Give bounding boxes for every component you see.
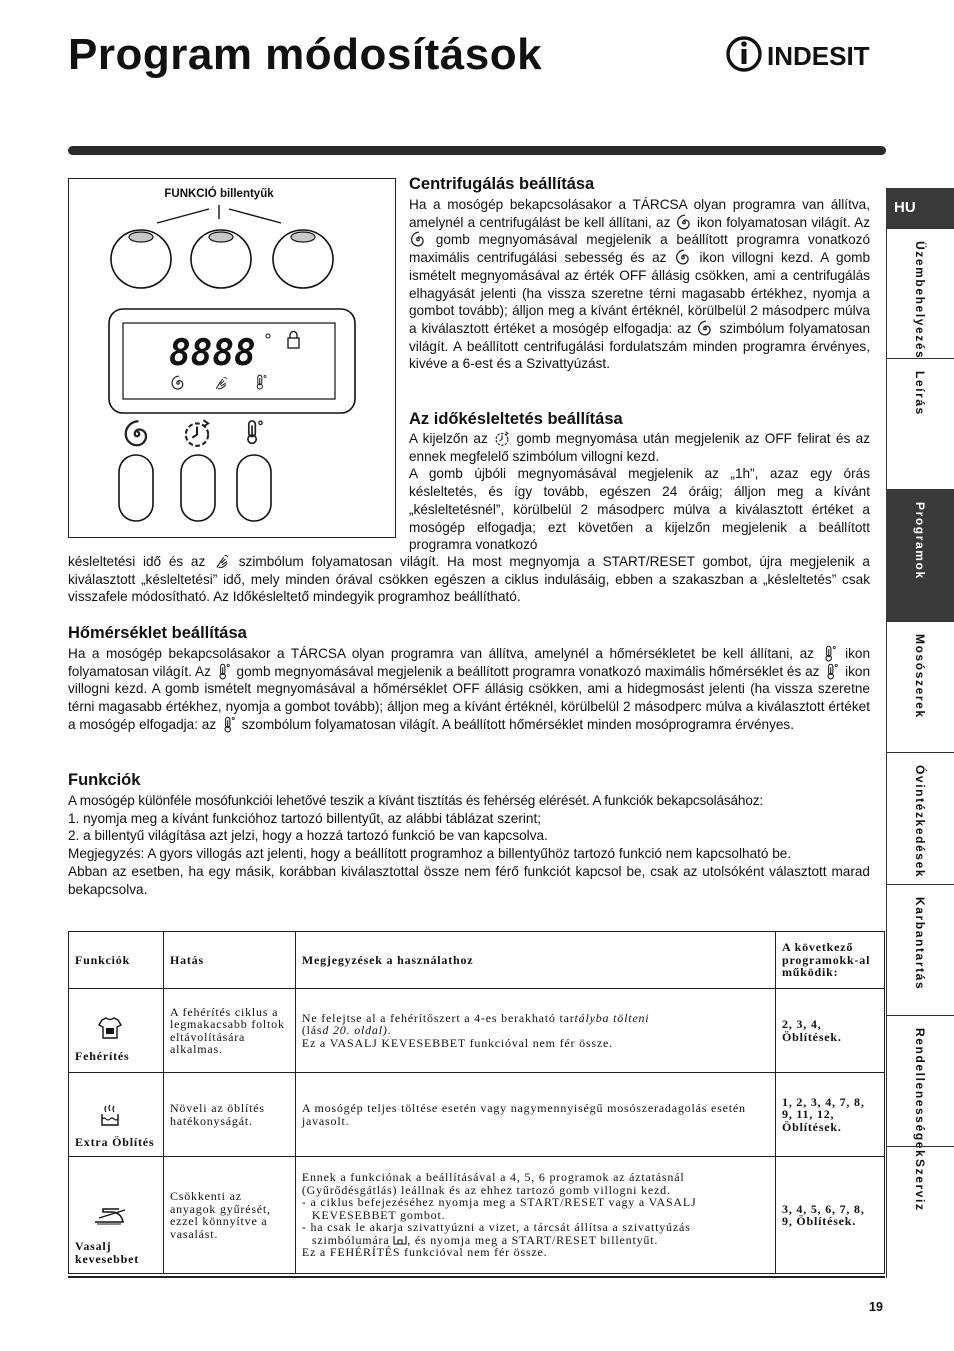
note-italic: tályba tölteni bbox=[574, 1010, 650, 1025]
temperature-button bbox=[237, 455, 271, 521]
function-note bbox=[295, 1157, 775, 1274]
thermometer-icon bbox=[821, 645, 839, 662]
function-note: A mosógép teljes töltése esetén vagy nagymennyiségű mosószeradagolás esetén javasolt. bbox=[295, 1073, 775, 1157]
note-text: - ha csak le akarja szivattyúzni a vizet, a tárcsát állítsa a szivattyúzás szimbólumára bbox=[301, 1220, 691, 1247]
table-header: A következő programokk-al működik: bbox=[776, 932, 885, 989]
note-italic: d 20. oldal) bbox=[322, 1023, 388, 1038]
note-text bbox=[302, 1221, 769, 1246]
page-number: 19 bbox=[869, 1300, 883, 1314]
side-tab-8[interactable] bbox=[886, 1146, 954, 1277]
spin-text-5: szimbólum folyamatosan világít. A beállított centrifugálási fordulatszám minden programra érvényes, kivéve a 6-est és a Szivattyúzást. bbox=[409, 320, 871, 372]
note-text: . bbox=[387, 1023, 392, 1038]
spin-text bbox=[409, 196, 870, 373]
delay-text-1: A kijelzőn az bbox=[409, 431, 488, 446]
bleach-icon bbox=[97, 1016, 123, 1040]
note-text: - a ciklus befejezéséhez nyomja meg a START/RESET vagy a VASALJ KEVESEBBET gombot. bbox=[301, 1195, 697, 1222]
side-tab-label: Üzembehelyezés bbox=[913, 241, 927, 360]
indesit-logo bbox=[726, 34, 888, 74]
note-text: Ne felejtse al a fehérítőszert a 4-es berakható tar bbox=[301, 1010, 575, 1025]
header-rule bbox=[68, 146, 886, 155]
function-name: Vasalj kevesebbet bbox=[75, 1239, 139, 1266]
table-header: Megjegyzések a használathoz bbox=[295, 932, 775, 989]
functions-p3: 2. a billentyű világítása azt jelzi, hogy a hozzá tartozó funkció be van kapcsolva. bbox=[68, 828, 548, 844]
function-effect: Növeli az öblítés hatékonyságát. bbox=[163, 1073, 295, 1157]
spin-text-2: ikon folyamatosan világít. Az bbox=[696, 214, 871, 230]
note-text: Ennek a funkciónak a beállításával a 4, 5, 6 programok az áztatásnál (Gyűrődésgátlás) leállnak és az ehhez tartozó gomb villogni kezd. bbox=[301, 1170, 685, 1197]
functions-p4: Megjegyzés: A gyors villogás azt jelenti, hogy a beállított programhoz a billentyűhöz tartozó funkció nem kapcsolható be. bbox=[68, 846, 792, 862]
delay-icon bbox=[186, 420, 208, 446]
delay-text-4: késleltetési idő és az bbox=[68, 554, 206, 569]
table-header: Hatás bbox=[163, 932, 295, 989]
function-effect: Csökkenti az anyagok gyűrését, ezzel könnyítve a vasalást. bbox=[163, 1157, 295, 1274]
side-tab-label: Rendellenességek bbox=[913, 1028, 927, 1159]
table-row bbox=[69, 1073, 885, 1157]
function-name: Extra Öblítés bbox=[75, 1134, 155, 1149]
spin-heading: Centrifugálás beállítása bbox=[409, 175, 595, 193]
function-programs: 1, 2, 3, 4, 7, 8, 9, 11, 12, Öblítések. bbox=[776, 1073, 885, 1157]
delay-heading: Az időkésleltetés beállítása bbox=[409, 410, 623, 428]
table-bottom-rule bbox=[68, 1276, 885, 1278]
side-tab-6[interactable] bbox=[886, 884, 954, 1015]
side-tab-label: Szerviz bbox=[913, 1159, 927, 1212]
temp-heading: Hőmérséklet beállítása bbox=[68, 624, 247, 642]
iron-icon bbox=[93, 1204, 127, 1228]
control-panel-drawing bbox=[69, 179, 397, 539]
functions-text bbox=[68, 792, 870, 898]
delay-text-bottom bbox=[68, 553, 870, 606]
note-text: Ez a VASALJ KEVESEBBET funkcióval nem fér össze. bbox=[301, 1035, 613, 1050]
page-title: Program módosítások bbox=[68, 30, 543, 79]
delay-icon bbox=[493, 430, 511, 447]
thermometer-icon bbox=[215, 663, 233, 680]
delay-text-5: szimbólum folyamatosan világít. Ha most megnyomja a START/RESET gombot, újra megjelenik a kiválasztott „késleltetési” idő, mely minden órával csökken egészen a ciklus indulásáig, ebben a szakaszban a „késleltetés” csak visszafele módosítható. Az Időkésleltető mindegyik programhoz beállítható. bbox=[68, 554, 870, 605]
side-tab-label: Programok bbox=[913, 502, 927, 580]
temp-text-3: gomb megnyomásával megjelenik a beállított programra vonatkozó maximális hőmérséklet és az bbox=[236, 663, 820, 679]
funkcio-label: FUNKCIÓ billentyűk bbox=[164, 188, 274, 200]
spin-icon bbox=[409, 231, 427, 248]
note-text: (lás bbox=[301, 1023, 323, 1038]
temp-text-5: szombólum folyamatosan világít. A beállított hőmérséklet minden mosóprogramra érvényes. bbox=[241, 716, 795, 732]
function-programs: 2, 3, 4, Öblítések. bbox=[776, 989, 885, 1073]
delay-text-3: A gomb újbóli megnyomásával megjelenik az „1h”, azaz egy órás késleltetés, és így tovább, egészen 24 óráig; álljon meg a kívánt „késleltetésnél”, körülbelül 2 másodperc múlva a kiválasztott értéket a mosógép elfogadja; ezt követően a kijelzőn megjelenik a beállított programra vonatkozó bbox=[409, 466, 870, 553]
delay-text-top bbox=[409, 430, 870, 554]
table-header-row bbox=[69, 932, 885, 989]
functions-p5: Abban az esetben, ha egy másik, korábban kiválasztottal össze nem férő funkciót kapcsol be, csak az utolsóként választott marad bekapcsolva. bbox=[68, 863, 870, 897]
side-tab-label: Mosószerek bbox=[913, 634, 927, 719]
spin-icon bbox=[696, 320, 714, 337]
spin-text-1: Ha a mosógép bekapcsolásakor a TÁRCSA olyan programra van állítva, amelynél a centrifugálást be kell állítani, az bbox=[409, 197, 870, 230]
thermometer-icon bbox=[220, 716, 238, 733]
display-digits: 8888 bbox=[169, 333, 256, 374]
side-tab-label: Óvintézkedések bbox=[913, 765, 927, 879]
function-programs: 3, 4, 5, 6, 7, 8, 9, Öblítések. bbox=[776, 1157, 885, 1274]
functions-p2: 1. nyomja meg a kívánt funkcióhoz tartozó billentyűt, az alábbi táblázat szerint; bbox=[68, 810, 542, 826]
language-tab bbox=[886, 188, 954, 228]
temp-text-1: Ha a mosógép bekapcsolásakor a TÁRCSA olyan programra van állítva, amelynél a hőmérsékletet be kell állítani, az bbox=[68, 646, 814, 661]
table-header: Funkciók bbox=[69, 932, 164, 989]
side-tab-5[interactable] bbox=[886, 752, 954, 884]
spin-icon bbox=[675, 214, 693, 231]
function-name: Fehérítés bbox=[75, 1048, 130, 1063]
spin-button bbox=[119, 455, 153, 521]
delay-button bbox=[181, 455, 215, 521]
spin-text-3: gomb megnyomásával megjelenik a beállított programra vonatkozó maximális centrifugálási sebesség és az bbox=[409, 232, 871, 266]
side-tab-3[interactable] bbox=[886, 489, 954, 621]
thermometer-icon bbox=[823, 663, 841, 680]
drain-icon bbox=[393, 1234, 407, 1246]
delay-text-2: gomb megnyomása után megjelenik az OFF felirat és az ennek megfelelő szimbólum villogni kezd. bbox=[409, 431, 870, 464]
table-row bbox=[69, 989, 885, 1073]
table-row bbox=[69, 1157, 885, 1274]
side-tab-1[interactable] bbox=[886, 228, 954, 358]
brand-text: INDESIT bbox=[767, 41, 870, 71]
temperature-icon bbox=[248, 421, 262, 443]
delay-hand-icon bbox=[213, 553, 231, 570]
temp-text-4: ikon villogni kezd. A gomb ismételt megnyomásával a hőmérséklet OFF állásig csökken, ami a hidegmosást jelenti (ha vissza szeretne térni magasabb értékhez, nyomja a gombot tovább); álljon meg a kívánt értéknél, körülbelül 2 másodperc múlva a kiválasztott értéket a mosógép elfogadja: az bbox=[68, 663, 871, 732]
spin-text-4: ikon villogni kezd. A gomb ismételt megnyomásával az érték OFF állásig csökken, ami a centrifugálás elhagyását jelenti (ha vissza szeretne térni magasabb értékhez, nyomja a gombot tovább); álljon meg a kívánt értéknél, körülbelül 2 másodperc múlva a kiválasztott értéket a mosógép elfogadja: az bbox=[409, 250, 871, 336]
function-button-2 bbox=[191, 230, 251, 288]
side-tab-7[interactable] bbox=[886, 1015, 954, 1159]
function-note bbox=[295, 989, 775, 1073]
spin-icon bbox=[126, 421, 146, 445]
side-tab-label: Karbantartás bbox=[913, 897, 927, 991]
side-tab-4[interactable] bbox=[886, 621, 954, 752]
function-effect: A fehérítés ciklus a legmakacsabb foltok eltávolítására alkalmas. bbox=[163, 989, 295, 1073]
functions-p1: A mosógép különféle mosófunkciói lehetővé teszik a kívánt tisztítás és fehérség elérését. A funkciók bekapcsolásához: bbox=[68, 793, 764, 808]
note-text: Ez a FEHÉRÍTÉS funkcióval nem fér össze. bbox=[301, 1245, 548, 1260]
control-panel-illustration bbox=[68, 178, 396, 538]
language-label: HU bbox=[894, 199, 916, 216]
note-text: , és nyomja meg a START/RESET billentyűt. bbox=[407, 1232, 659, 1247]
function-button-3 bbox=[273, 230, 333, 288]
temp-text-2: ikon folyamatosan világít. Az bbox=[68, 646, 870, 679]
spin-icon bbox=[674, 249, 692, 266]
functions-heading: Funkciók bbox=[68, 771, 141, 789]
side-tab-label: Leírás bbox=[913, 371, 927, 416]
functions-table bbox=[68, 931, 885, 1274]
temp-text bbox=[68, 645, 870, 734]
extra-rinse-icon bbox=[99, 1104, 121, 1128]
side-tab-2[interactable] bbox=[886, 358, 954, 489]
function-button-1 bbox=[111, 230, 171, 288]
